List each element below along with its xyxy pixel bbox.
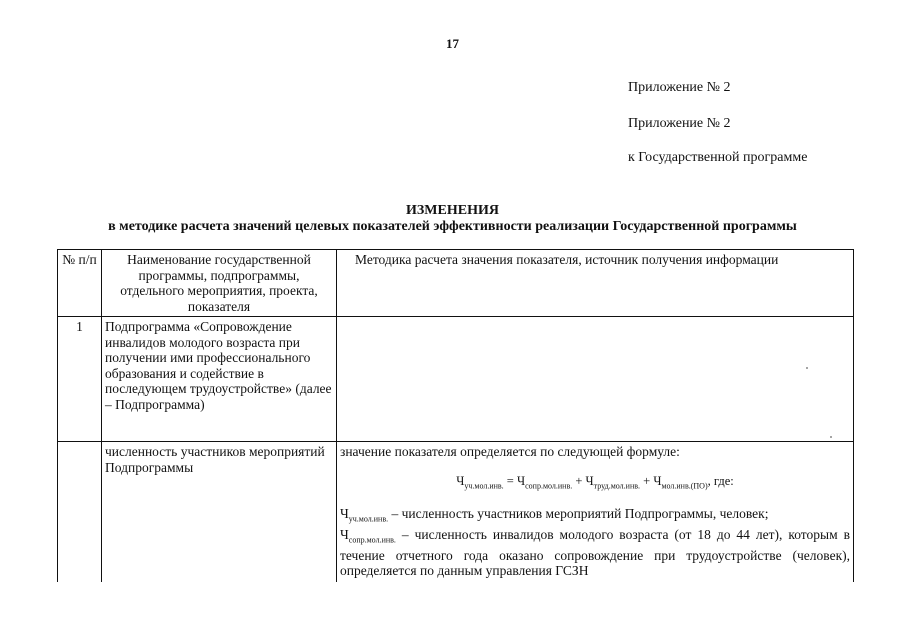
formula-eq: = xyxy=(503,473,517,488)
formula-lhs: Ч xyxy=(456,473,465,488)
row-number xyxy=(58,442,102,583)
formula xyxy=(340,474,850,494)
appendix-line-3: к Государственной программе xyxy=(628,150,808,165)
methodology-table xyxy=(57,249,854,582)
formula-term-1: Ч xyxy=(516,473,526,488)
formula-term-3-sub: мол.инв.(ПО) xyxy=(661,481,708,490)
row-number: 1 xyxy=(58,317,102,442)
page-number: 17 xyxy=(446,36,459,51)
scan-speck xyxy=(830,436,832,438)
definition-2 xyxy=(340,527,850,579)
appendix-line-2: Приложение № 2 xyxy=(628,116,731,131)
formula-plus-1: + xyxy=(572,473,586,488)
header-method: Методика расчета значения показателя, источник получения информации xyxy=(337,250,854,317)
formula-term-2: Ч xyxy=(585,473,594,488)
def-2-letter: Ч xyxy=(340,526,349,542)
formula-term-1-sub: сопр.мол.инв. xyxy=(525,481,573,490)
def-1-sub: уч.мол.инв. xyxy=(348,514,389,524)
table-row xyxy=(58,317,854,442)
formula-term-3: Ч xyxy=(653,473,662,488)
def-2-text: – численность инвалидов молодого возраста (от 18 до 44 лет), которым в течение отчетного года оказано сопровождение при трудоустройстве (человек), определяется по данным управления ГСЗН xyxy=(340,526,850,579)
formula-term-2-sub: труд.мол.инв. xyxy=(593,481,641,490)
row-method xyxy=(337,317,854,442)
def-1-letter: Ч xyxy=(340,505,349,521)
formula-plus-2: + xyxy=(640,473,654,488)
row-method xyxy=(337,442,854,583)
header-name: Наименование государственной программы, подпрограммы, отдельного мероприятия, проекта, показателя xyxy=(102,250,337,317)
def-1-text: – численность участников мероприятий Подпрограммы, человек; xyxy=(388,505,769,521)
table-header-row xyxy=(58,250,854,317)
header-number: № п/п xyxy=(58,250,102,317)
scan-speck xyxy=(806,367,808,369)
definition-1 xyxy=(340,506,850,527)
formula-lhs-sub: уч.мол.инв. xyxy=(464,481,504,490)
row-name: Подпрограмма «Сопровождение инвалидов молодого возраста при получении ими профессионального образования и содействие в последующем трудоустройстве» (далее – Подпрограмма) xyxy=(102,317,337,442)
row-name: численность участников мероприятий Подпрограммы xyxy=(102,442,337,583)
formula-tail: , где: xyxy=(707,473,734,488)
document-title: ИЗМЕНЕНИЯ xyxy=(406,203,499,218)
appendix-line-1: Приложение № 2 xyxy=(628,80,731,95)
formula-intro: значение показателя определяется по следующей формуле: xyxy=(340,444,680,459)
def-2-sub: сопр.мол.инв. xyxy=(348,535,396,545)
table-row xyxy=(58,442,854,583)
document-subtitle: в методике расчета значений целевых показателей эффективности реализации Государственной программы xyxy=(108,219,797,234)
